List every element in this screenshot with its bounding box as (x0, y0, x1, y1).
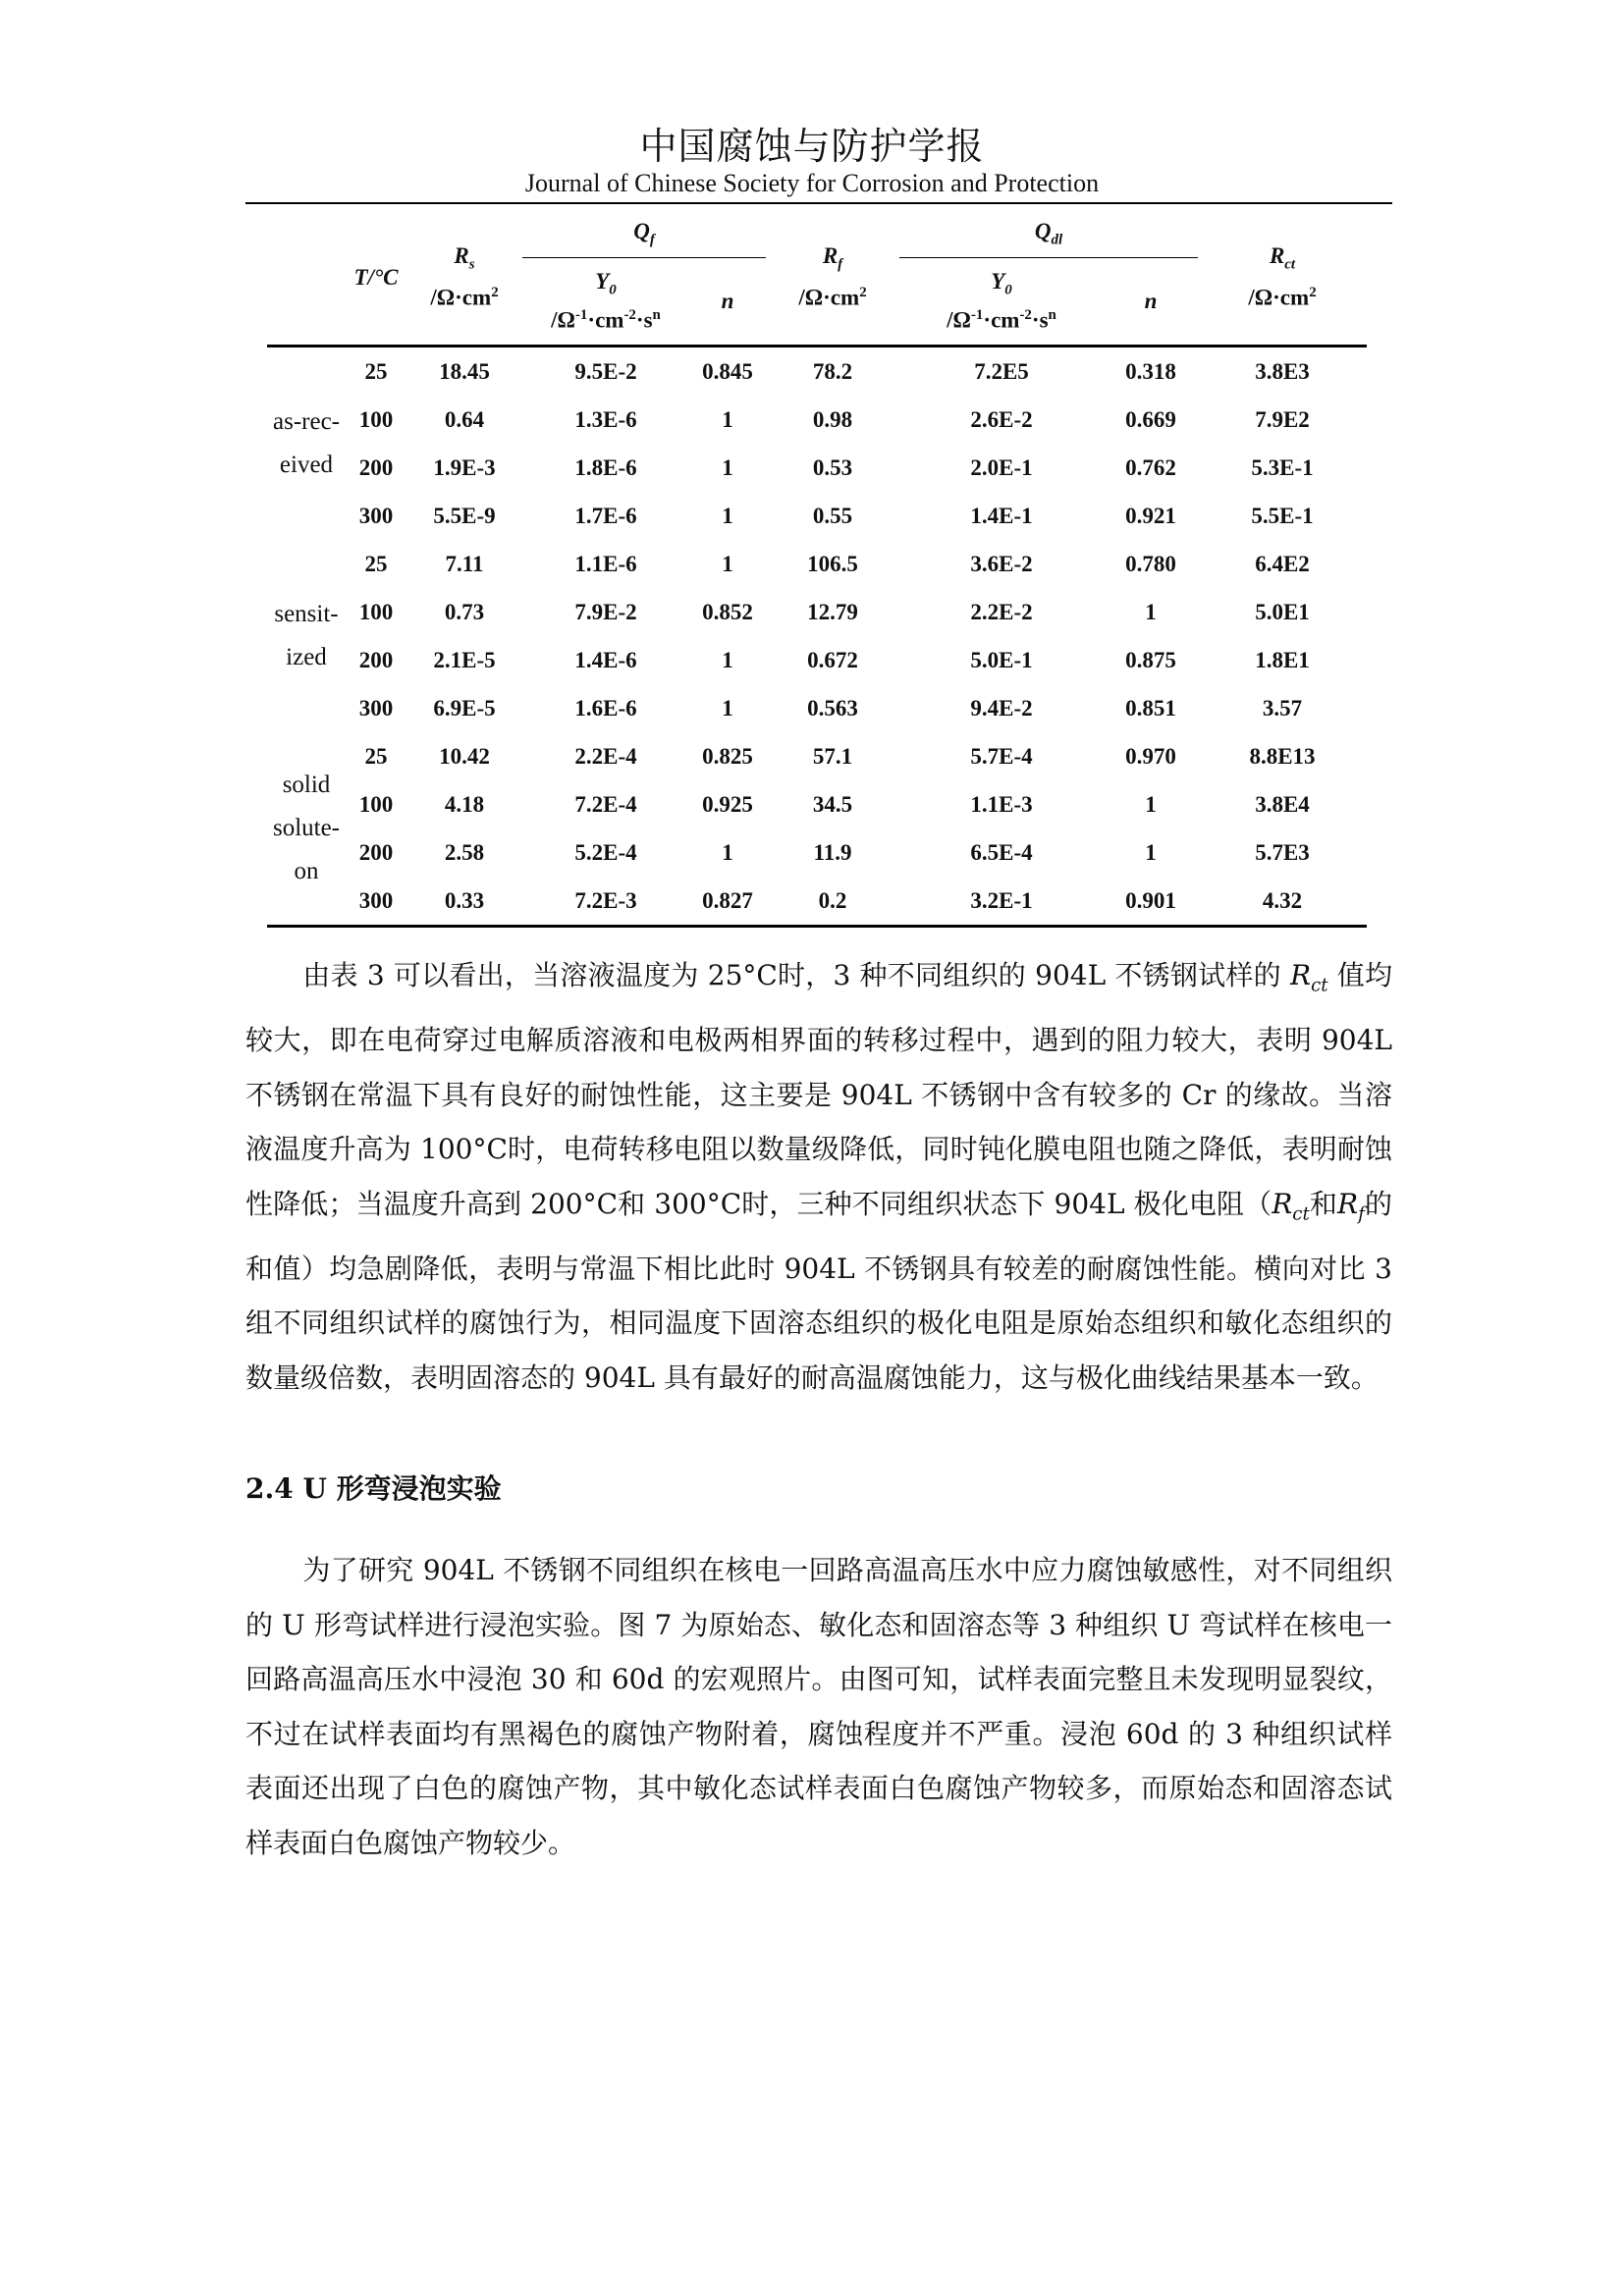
table-cell: 300 (358, 887, 394, 913)
table-cell: 3.8E4 (1255, 791, 1310, 817)
table-cell: 1.8E-6 (574, 454, 637, 480)
table-cell: 25 (364, 358, 388, 384)
journal-title-cn: 中国腐蚀与防护学报 (639, 125, 985, 168)
journal-title-en: Journal of Chinese Society for Corrosion and Protection (524, 169, 1100, 197)
table-cell: 5.0E1 (1255, 599, 1310, 624)
table-cell: 2.0E-1 (970, 454, 1033, 480)
table-cell: 1.4E-1 (970, 503, 1033, 528)
qdl-n-header: n (1144, 289, 1158, 313)
group-label-solid-solution: solid solute- on (272, 772, 341, 884)
table-cell: 300 (358, 695, 394, 721)
table-cell: 3.2E-1 (970, 887, 1033, 913)
table-row (267, 732, 1367, 780)
table-cell: 1 (722, 503, 733, 528)
qf-n-header: n (721, 289, 734, 313)
table-cell: 0.672 (807, 647, 858, 672)
paragraph-discussion: 由表 3 可以看出，当溶液温度为 25°C时，3 种不同组织的 904L 不锈钢试样的 $R_{ct}$ 值均较大，即在电荷穿过电解质溶液和电极两相界面的转移过程中，遇到的阻力较大，表明 904L 不锈钢在常温下具有良好的耐蚀性能，这主要是 904L 不锈钢中含有较多的 Cr 的缘故。当溶液温度升高为 100°C时，电荷转移电阻以数量级降低，同时钝化膜电阻也随之降低，表明耐蚀性降低；当温度升高到 200°C和 300°C时，三种不同组织状态下 904L 极化电阻（$R_{ct}$和$R_f$的和值）均急剧降低，表明与常温下相比此时 904L 不锈钢具有较差的耐腐蚀性能。横向对比 3 组不同组织试样的腐蚀行为，相同温度下固溶态组织的极化电阻是原始态组织和敏化态组织的数量级倍数，表明固溶态的 904L 具有最好的耐高温腐蚀能力，这与极化曲线结果基本一致。 (245, 959, 1392, 1394)
table-cell: 0.845 (702, 358, 753, 384)
table-cell: 78.2 (812, 358, 853, 384)
table-cell: 1 (722, 551, 733, 576)
table-cell: 0.33 (444, 887, 485, 913)
table-cell: 1 (722, 695, 733, 721)
table-cell: 1.6E-6 (574, 695, 637, 721)
table-cell: 200 (358, 839, 394, 865)
table-row (267, 396, 1367, 444)
table-cell: 1.4E-6 (574, 647, 637, 672)
qdl-y0-header: $Y_0$ $/\Omega^{-1}\cdot cm^{-2}\cdot s^n$ (947, 269, 1056, 333)
table-cell: 0.53 (812, 454, 853, 480)
table-cell: 1 (722, 454, 733, 480)
table-cell: 0.762 (1125, 454, 1176, 480)
table-cell: 57.1 (812, 743, 853, 769)
table-row (267, 444, 1367, 492)
table-cell: 11.9 (813, 839, 852, 865)
rs-header: $R_s$ $/\Omega\cdot cm^2$ (430, 242, 499, 311)
table-cell: 1 (722, 839, 733, 865)
table-cell: 4.32 (1262, 887, 1303, 913)
table-row (267, 636, 1367, 684)
rf-header: $R_f$ $/\Omega\cdot cm^2$ (798, 242, 867, 311)
eis-fit-table (267, 210, 1367, 928)
temp-header: T/°C (353, 264, 399, 290)
table-cell: 0.921 (1125, 503, 1176, 528)
table-cell: 0.64 (444, 406, 485, 432)
table-cell: 5.5E-1 (1251, 503, 1314, 528)
table-row (267, 877, 1367, 927)
table-cell: 200 (358, 647, 394, 672)
table-cell: 1 (722, 406, 733, 432)
table-cell: 5.5E-9 (433, 503, 496, 528)
table-cell: 8.8E13 (1249, 743, 1316, 769)
table-cell: 3.6E-2 (970, 551, 1033, 576)
table-cell: 2.2E-2 (970, 599, 1033, 624)
table-cell: 7.2E5 (974, 358, 1029, 384)
table-cell: 7.9E2 (1255, 406, 1310, 432)
table-cell: 5.7E3 (1255, 839, 1310, 865)
table-cell: 100 (358, 599, 394, 624)
table-cell: 0.73 (444, 599, 485, 624)
table-cell: 1.8E1 (1255, 647, 1310, 672)
table-cell: 9.5E-2 (574, 358, 637, 384)
table-cell: 1.7E-6 (574, 503, 637, 528)
table-cell: 106.5 (807, 551, 858, 576)
table-cell: 3.57 (1262, 695, 1303, 721)
table-cell: 1 (722, 647, 733, 672)
table-row (267, 347, 1367, 397)
table-cell: 2.6E-2 (970, 406, 1033, 432)
table-cell: 200 (358, 454, 394, 480)
qdl-header: $Q_{dl}$ (899, 210, 1198, 258)
table-cell: 0.875 (1125, 647, 1176, 672)
table-row (267, 492, 1367, 540)
rct-header: $R_{ct}$ $/\Omega\cdot cm^2$ (1248, 242, 1317, 311)
table-cell: 0.2 (818, 887, 847, 913)
table-cell: 0.55 (812, 503, 853, 528)
table-cell: 0.852 (702, 599, 753, 624)
table-cell: 1.3E-6 (574, 406, 637, 432)
table-cell: 0.669 (1125, 406, 1176, 432)
table-cell: 5.7E-4 (970, 743, 1033, 769)
table-cell: 9.4E-2 (970, 695, 1033, 721)
table-cell: 1.1E-6 (574, 551, 637, 576)
section-heading: 2.4 U 形弯浸泡实验 (245, 1472, 502, 1505)
table-cell: 100 (358, 791, 394, 817)
table-cell: 0.827 (702, 887, 753, 913)
table-cell: 1 (1145, 791, 1157, 817)
table-cell: 300 (358, 503, 394, 528)
table-row (267, 588, 1367, 636)
table-cell: 2.2E-4 (574, 743, 637, 769)
table-cell: 0.318 (1125, 358, 1176, 384)
table-row (267, 540, 1367, 588)
table-cell: 0.825 (702, 743, 753, 769)
table-cell: 7.2E-4 (574, 791, 637, 817)
paragraph-ubend: 为了研究 904L 不锈钢不同组织在核电一回路高温高压水中应力腐蚀敏感性，对不同组织的 U 形弯试样进行浸泡实验。图 7 为原始态、敏化态和固溶态等 3 种组织 U 弯试样在核电一回路高温高压水中浸泡 30 和 60d 的宏观照片。由图可知，试样表面完整且未发现明显裂纹，不过在试样表面均有黑褐色的腐蚀产物附着，腐蚀程度并不严重。浸泡 60d 的 3 种组织试样表面还出现了白色的腐蚀产物，其中敏化态试样表面白色腐蚀产物较多，而原始态和固溶态试样表面白色腐蚀产物较少。 (245, 1554, 1392, 1859)
table-cell: 0.970 (1125, 743, 1176, 769)
table-cell: 100 (358, 406, 394, 432)
table-cell: 7.2E-3 (574, 887, 637, 913)
table-cell: 1 (1145, 599, 1157, 624)
table-row (267, 684, 1367, 732)
table-cell: 6.4E2 (1255, 551, 1310, 576)
table-cell: 0.98 (812, 406, 853, 432)
table-cell: 25 (364, 743, 388, 769)
table-cell: 7.9E-2 (574, 599, 637, 624)
table-cell: 2.1E-5 (433, 647, 496, 672)
table-cell: 0.925 (702, 791, 753, 817)
table-cell: 4.18 (444, 791, 485, 817)
table-cell: 0.563 (807, 695, 858, 721)
table-cell: 3.8E3 (1255, 358, 1310, 384)
table-cell: 6.5E-4 (970, 839, 1033, 865)
group-header (267, 210, 346, 347)
qf-y0-header: $Y_0$ $/\Omega^{-1}\cdot cm^{-2}\cdot s^n$ (551, 269, 661, 333)
table-cell: 1 (1145, 839, 1157, 865)
table-cell: 5.2E-4 (574, 839, 637, 865)
table-cell: 2.58 (444, 839, 485, 865)
table-cell: 1.1E-3 (970, 791, 1033, 817)
table-cell: 5.3E-1 (1251, 454, 1314, 480)
table-cell: 10.42 (439, 743, 490, 769)
table-row (267, 780, 1367, 828)
table-cell: 25 (364, 551, 388, 576)
table-cell: 1.9E-3 (433, 454, 496, 480)
table-cell: 6.9E-5 (433, 695, 496, 721)
table-cell: 0.780 (1125, 551, 1176, 576)
group-label-as-received: as-rec- eived (273, 408, 340, 478)
table-cell: 34.5 (812, 791, 853, 817)
table-cell: 0.851 (1125, 695, 1176, 721)
group-label-sensitized: sensit- ized (274, 601, 339, 670)
table-cell: 7.11 (445, 551, 484, 576)
table-row (267, 828, 1367, 877)
table-cell: 5.0E-1 (970, 647, 1033, 672)
table-cell: 18.45 (439, 358, 490, 384)
table-cell: 12.79 (807, 599, 858, 624)
header-rule (245, 202, 1392, 204)
qf-header: $Q_f$ (522, 210, 766, 258)
table-cell: 0.901 (1125, 887, 1176, 913)
